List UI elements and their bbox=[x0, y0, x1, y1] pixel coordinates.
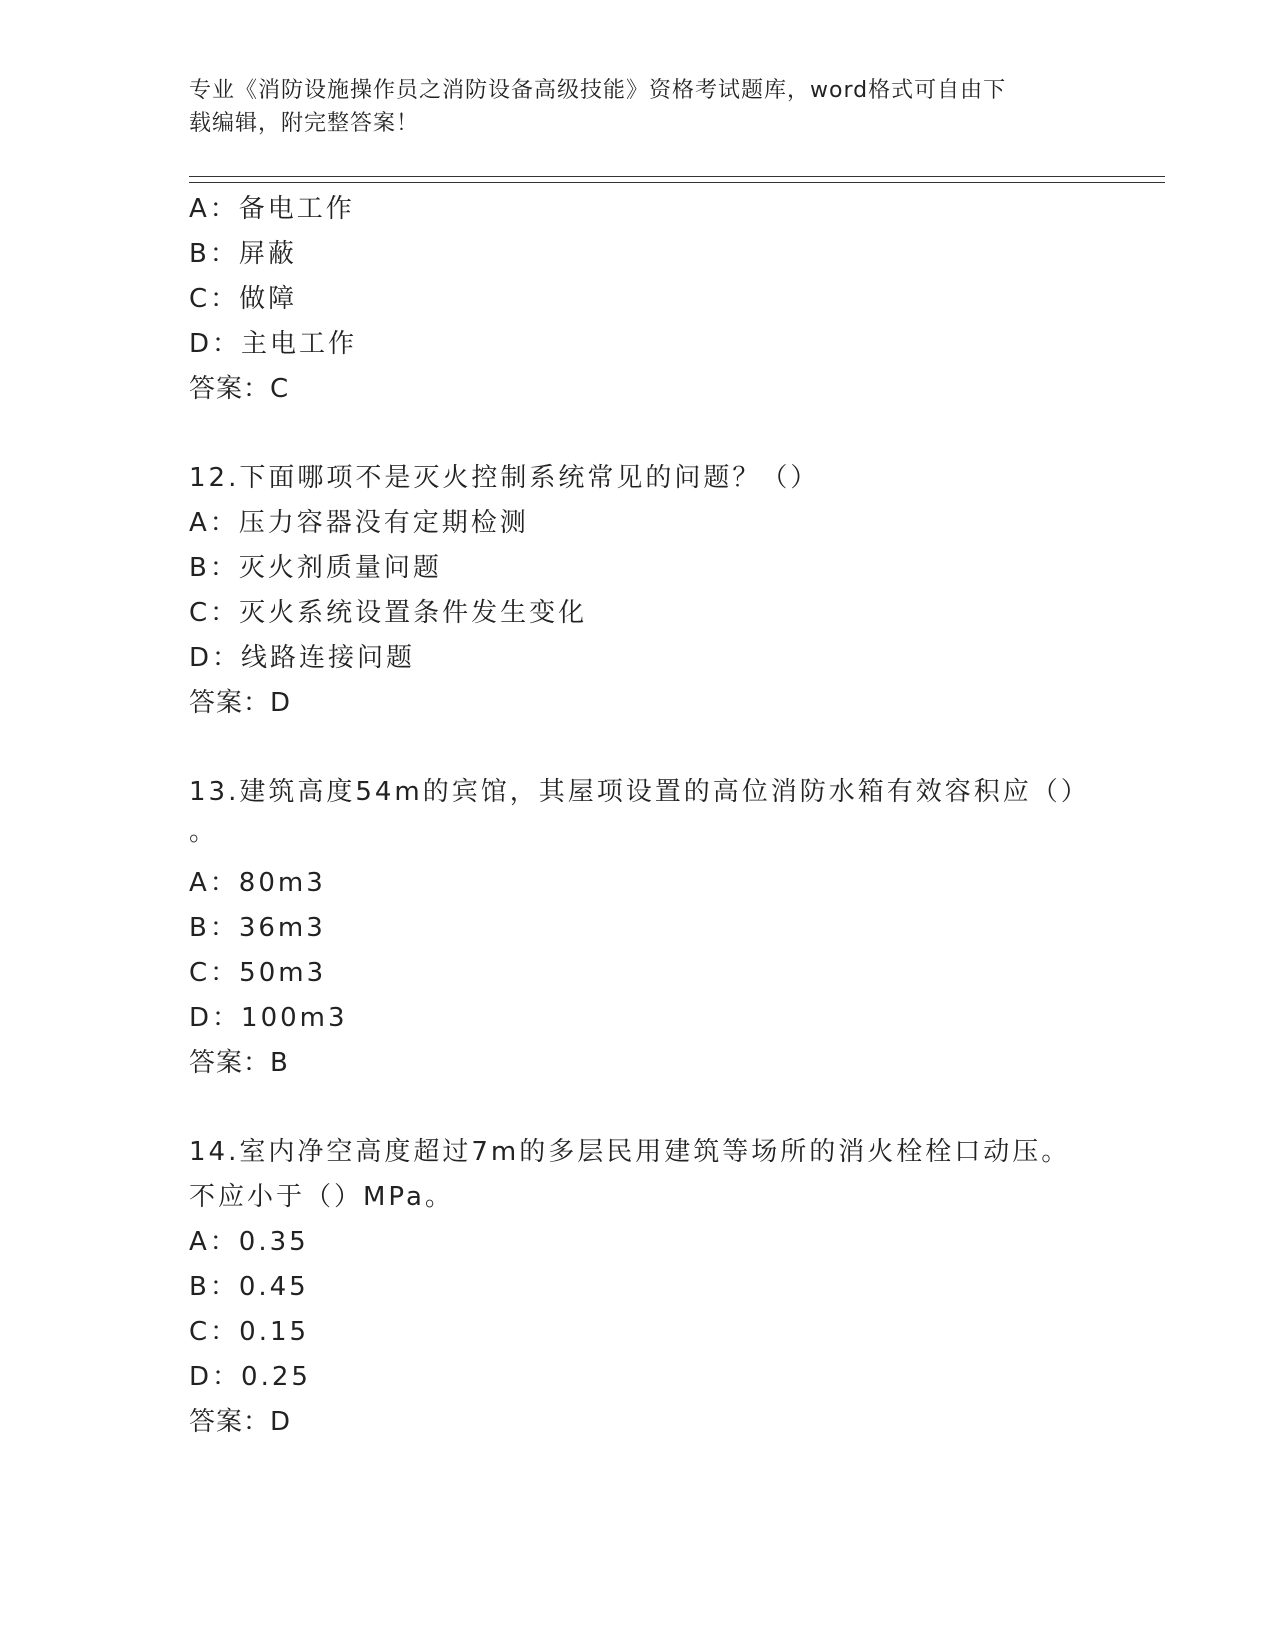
header-line-1: 专业《消防设施操作员之消防设备高级技能》资格考试题库，word格式可自由下 bbox=[189, 78, 1007, 103]
q13-question-line-1: 13.建筑高度54m的宾馆，其屋项设置的高位消防水箱有效容积应（） bbox=[189, 777, 1090, 807]
q12-question: 12.下面哪项不是灭火控制系统常见的问题？（） bbox=[189, 463, 820, 493]
q11-option-b: B：屏蔽 bbox=[189, 239, 297, 269]
q12-answer: 答案：D bbox=[189, 688, 292, 718]
q12-option-c: C：灭火系统设置条件发生变化 bbox=[189, 598, 588, 628]
q14-answer: 答案：D bbox=[189, 1407, 292, 1437]
q14-option-a: A：0.35 bbox=[189, 1227, 309, 1257]
header-divider-top bbox=[189, 176, 1165, 177]
q13-answer: 答案：B bbox=[189, 1048, 289, 1078]
q14-option-d: D：0.25 bbox=[189, 1362, 311, 1392]
q14-question-line-2: 不应小于（）MPa。 bbox=[189, 1182, 454, 1212]
q14-question-line-1: 14.室内净空高度超过7m的多层民用建筑等场所的消火栓栓口动压。 bbox=[189, 1137, 1071, 1167]
header-divider-bottom bbox=[189, 182, 1165, 183]
q13-option-a: A：80m3 bbox=[189, 868, 326, 898]
q12-option-b: B：灭火剂质量问题 bbox=[189, 553, 442, 583]
header-line-2: 载编辑，附完整答案！ bbox=[189, 111, 420, 136]
q11-option-c: C：做障 bbox=[189, 284, 298, 314]
q13-option-b: B：36m3 bbox=[189, 913, 326, 943]
q11-option-d: D：主电工作 bbox=[189, 329, 358, 359]
q11-answer: 答案：C bbox=[189, 374, 290, 404]
q14-option-c: C：0.15 bbox=[189, 1317, 310, 1347]
q11-option-a: A：备电工作 bbox=[189, 194, 355, 224]
document-header bbox=[189, 74, 1089, 140]
q12-option-a: A：压力容器没有定期检测 bbox=[189, 508, 529, 538]
q14-option-b: B：0.45 bbox=[189, 1272, 309, 1302]
q13-option-c: C：50m3 bbox=[189, 958, 327, 988]
q13-option-d: D：100m3 bbox=[189, 1003, 348, 1033]
q13-question-line-2: 。 bbox=[189, 817, 219, 847]
q12-option-d: D：线路连接问题 bbox=[189, 643, 416, 673]
